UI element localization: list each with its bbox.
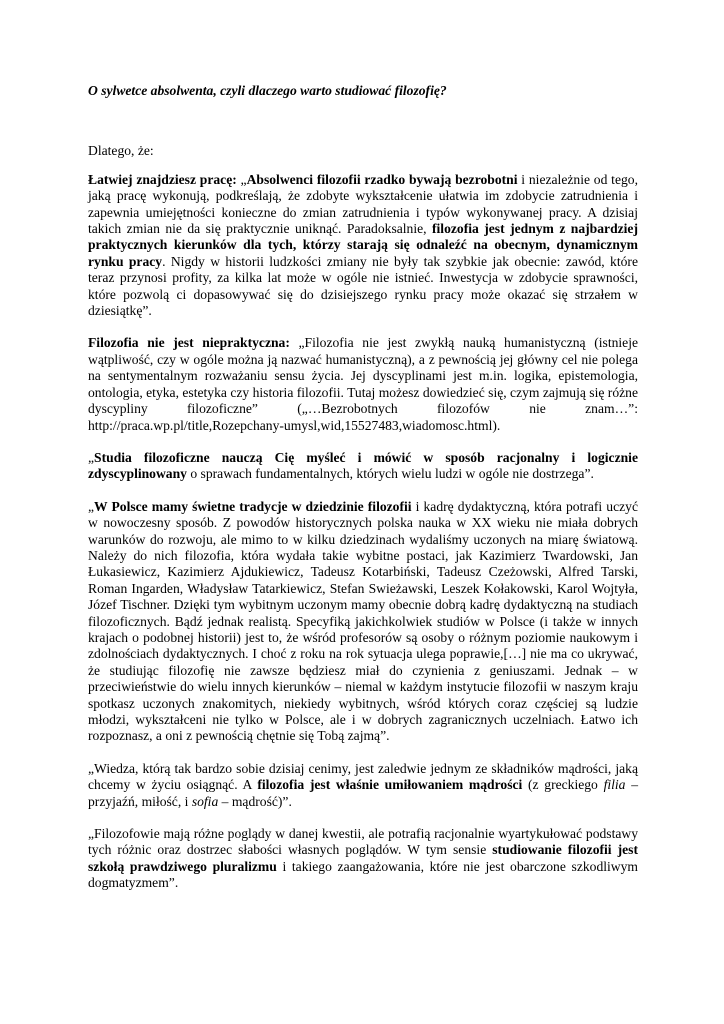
bold-text: W Polsce mamy świetne tradycje w dziedzinie filozofii (94, 498, 412, 514)
text-run: „ (88, 449, 95, 465)
text-run: (z greckiego (522, 777, 604, 793)
paragraph-job (88, 172, 638, 320)
paragraph-tradition (88, 499, 638, 745)
document-title: O sylwetce absolwenta, czyli dlaczego warto studiować filozofię? (88, 83, 447, 98)
bold-text: filozofia jest jednym z najbardziej praktycznych kierunków dla tych, którzy starają się odnaleźć na obecnym, dynamicznym rynku pracy (88, 221, 638, 269)
paragraph-pluralism (88, 826, 638, 892)
text-run: – mądrość)”. (218, 793, 292, 809)
text-run: i niezależnie od tego, jaką pracę wykonują, podkreślają, że zdobyte wykształcenie ułatwia im zdobycie zatrudnienia i zapewnia umiejętności konieczne do zmian zatrudnienia i typów wykonywanej pracy. A dzisiaj takich zmian nie da się praktycznie uniknąć. Paradoksalnie, (88, 171, 638, 237)
text-run: „ (236, 171, 247, 187)
bold-text: Studia filozoficzne nauczą Cię myśleć i mówić w sposób racjonalny i logicznie zdyscyplinowany (88, 449, 638, 482)
lead-text: Dlatego, że: (88, 143, 154, 159)
text-run: i kadrę dydaktyczną, która potrafi uczyć w nowoczesny sposób. Z powodów historycznych polska nauka w XX wieku nie miała dobrych warunków do rozwoju, ale mimo to w kilku dziedzinach wydaliśmy uczonych na miarę światową. Należy do nich filozofia, która wydała takie wybitne postaci, jak Kazimierz Twardowski, Jan Łukasiewicz, Kazimierz Ajdukiewicz, Tadeusz Kotarbiński, Tadeusz Czeżowski, Alfred Tarski, Roman Ingarden, Władysław Tatarkiewicz, Stefan Swieżawski, Leszek Kołakowski, Karol Wojtyła, Józef Tischner. Dzięki tym wybitnym uczonym mamy obecnie dobrą kadrę dydaktyczną na studiach filozoficznych. Bądź jednak realistą. Specyfiką jakichkolwiek studiów w Polsce (i także w innych krajach o podobnej historii) jest to, że wśród profesorów są osoby o różnym poziomie naukowym i zdolnościach dydaktycznych. I choć z roku na rok sytuacja ulega poprawie,[…] nie ma co ukrywać, że studiując filozofię nie zawsze będziesz miał do czynienia z geniuszami. Jednak – w przeciwieństwie do wielu innych kierunków – niemal w każdym instytucie filozofii w naszym kraju spotkasz uczonych znakomitych, niekiedy wybitnych, wśród których coraz częściej są ludzie młodzi, wykształceni nie tylko w Polsce, ale i w dobrych zagranicznych uczelniach. Łatwo ich rozpoznasz, a oni z pewnością chętnie się Tobą zajmą”. (88, 498, 638, 744)
text-run: „Wiedza, którą tak bardzo sobie dzisiaj cenimy, jest zaledwie jednym ze składników mądrości, jaką chcemy w życiu osiągnąć. A (88, 760, 638, 793)
text-run: . Nigdy w historii ludzkości zmiany nie były tak szybkie jak obecnie: zawód, które teraz przynosi profity, za kilka lat może w ogóle nie istnieć. Inwestycja w zdobycie sprawności, które pozwolą ci dopasowywać się do dzisiejszego rynku pracy może okazać się strzałem w dziesiątkę”. (88, 253, 638, 319)
italic-text: filia (603, 777, 626, 793)
bold-text: studiowanie filozofii jest szkołą prawdziwego pluralizmu (88, 842, 638, 874)
paragraph-practical (88, 335, 638, 433)
document-page (88, 83, 638, 892)
paragraph-wisdom (88, 761, 638, 810)
paragraph-thinking (88, 450, 638, 483)
bold-text: Łatwiej znajdziesz pracę: (88, 171, 237, 187)
text-run: o sprawach fundamentalnych, których wielu ludzi w ogóle nie dostrzega”. (186, 466, 594, 482)
italic-text: sofia (191, 793, 219, 809)
text-run: – przyjaźń, miłość, i (88, 777, 638, 809)
text-run: „ (88, 498, 95, 514)
text-run: i takiego zaangażowania, które nie jest obarczone szkodliwym dogmatyzmem”. (88, 858, 638, 891)
bold-text: Absolwenci filozofii rzadko bywają bezrobotni (246, 171, 518, 187)
text-run: „Filozofia nie jest zwykłą nauką humanistyczną (istnieje wątpliwość, czy w ogóle można ją nazwać humanistyczną), a z pewnością jej główny cel nie polega na sentymentalnym rozważaniu sensu życia. Jej dyscyplinami jest m.in. logika, epistemologia, ontologia, etyka, estetyka czy historia filozofii. Tutaj możesz dowiedzieć się, czym zajmują się różne dyscypliny filozoficzne” („…Bezrobotnych filozofów nie znam…”: http://praca.wp.pl/title,Rozepchany-umysl,wid,15527483,wiadomosc.html). (88, 335, 639, 433)
bold-text: filozofia jest właśnie umiłowaniem mądrości (257, 777, 523, 793)
bold-text: Filozofia nie jest niepraktyczna: (88, 335, 290, 351)
text-run: „Filozofowie mają różne poglądy w danej kwestii, ale potrafią racjonalnie wyartykułować podstawy tych różnic oraz dostrzec słabości własnych poglądów. W tym sensie (88, 826, 638, 858)
